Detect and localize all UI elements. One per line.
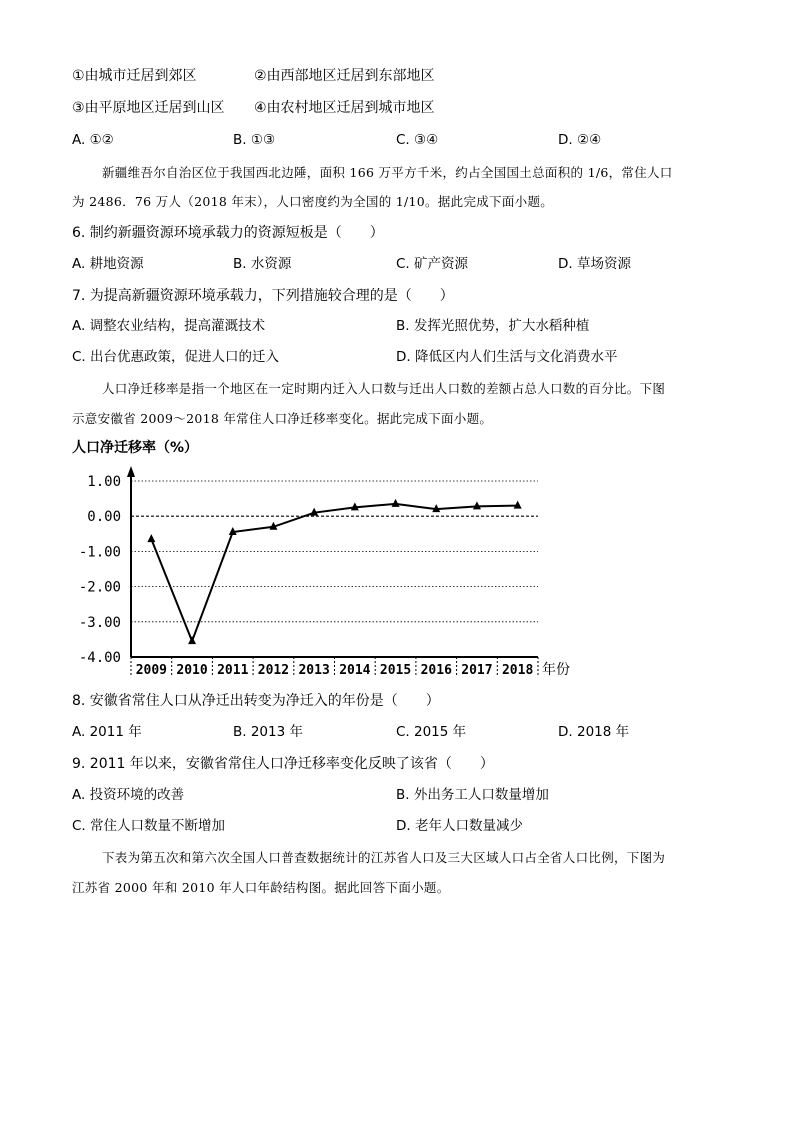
y-tick-label: -3.00: [78, 614, 121, 631]
q9-choice-d: D. 老年人口数量减少: [396, 818, 523, 834]
y-axis-arrow: [127, 466, 135, 477]
option-4: ④由农村地区迁居到城市地区: [254, 100, 435, 116]
data-point-marker: [147, 534, 155, 542]
series-line: [151, 504, 517, 641]
x-tick-label: 2011: [217, 663, 249, 678]
x-tick-label: 2012: [257, 663, 290, 678]
chart-title: 人口净迁移率（%）: [72, 440, 199, 456]
y-tick-label: -1.00: [78, 544, 121, 561]
data-point-marker: [188, 636, 196, 644]
migration-rate-chart: [60, 455, 620, 685]
q9-stem: 9. 2011 年以来，安徽省常住人口净迁移率变化反映了该省（ ）: [72, 756, 494, 772]
xinjiang-passage-line2: 为 2486．76 万人（2018 年末），人口密度约为全国的 1/10。据此完成下面小题。: [72, 194, 554, 209]
y-tick-label: 0.00: [87, 509, 121, 526]
q7-choice-b: B. 发挥光照优势，扩大水稻种植: [396, 318, 590, 334]
y-tick-label: -2.00: [78, 579, 121, 596]
y-tick-label: 1.00: [87, 474, 121, 490]
q5-choice-a: A. ①②: [72, 132, 114, 148]
xinjiang-passage-line1: 新疆维吾尔自治区位于我国西北边陲，面积 166 万平方千米，约占全国国土总面积的 1/6，常住人口: [102, 165, 673, 180]
data-point-marker: [514, 501, 522, 509]
q7-stem: 7. 为提高新疆资源环境承载力，下列措施较合理的是（ ）: [72, 288, 454, 304]
x-tick-label: 2009: [135, 663, 168, 678]
x-tick-label: 2013: [298, 663, 330, 678]
option-2: ②由西部地区迁居到东部地区: [254, 68, 435, 84]
q5-choice-c: C. ③④: [396, 132, 439, 148]
x-axis-label: 年份: [542, 662, 570, 678]
x-tick-label: 2018: [501, 663, 534, 678]
q6-stem: 6. 制约新疆资源环境承载力的资源短板是（ ）: [72, 225, 384, 241]
q7-choice-c: C. 出台优惠政策，促进人口的迁入: [72, 349, 280, 365]
q9-choice-b: B. 外出务工人口数量增加: [396, 787, 549, 803]
anhui-passage-line2: 示意安徽省 2009～2018 年常住人口净迁移率变化。据此完成下面小题。: [72, 411, 493, 426]
q5-choice-b: B. ①③: [233, 132, 276, 148]
q9-choice-c: C. 常住人口数量不断增加: [72, 818, 226, 834]
option-1: ①由城市迁居到郊区: [72, 68, 197, 84]
jiangsu-passage-line1: 下表为第五次和第六次全国人口普查数据统计的江苏省人口及三大区域人口占全省人口比例，下图为: [102, 850, 666, 865]
x-tick-label: 2015: [379, 663, 412, 678]
x-tick-label: 2014: [339, 663, 371, 678]
q5-choice-d: D. ②④: [558, 132, 602, 148]
data-point-marker: [392, 499, 400, 507]
x-tick-label: 2017: [461, 663, 493, 678]
option-3: ③由平原地区迁居到山区: [72, 100, 225, 116]
q7-choice-d: D. 降低区内人们生活与文化消费水平: [396, 349, 618, 365]
q6-choice-a: A. 耕地资源: [72, 256, 144, 272]
q8-choice-d: D. 2018 年: [558, 724, 630, 740]
q9-choice-a: A. 投资环境的改善: [72, 787, 185, 803]
jiangsu-passage-line2: 江苏省 2000 年和 2010 年人口年龄结构图。据此回答下面小题。: [72, 880, 450, 895]
q8-stem: 8. 安徽省常住人口从净迁出转变为净迁入的年份是（ ）: [72, 693, 440, 709]
q7-choice-a: A. 调整农业结构，提高灌溉技术: [72, 318, 266, 334]
q8-choice-a: A. 2011 年: [72, 724, 142, 740]
q6-choice-d: D. 草场资源: [558, 256, 631, 272]
q6-choice-c: C. 矿产资源: [396, 256, 469, 272]
x-tick-label: 2016: [420, 663, 452, 678]
y-tick-label: -4.00: [78, 650, 121, 666]
q8-choice-b: B. 2013 年: [233, 724, 303, 740]
x-tick-label: 2010: [176, 663, 208, 678]
q8-choice-c: C. 2015 年: [396, 724, 467, 740]
q6-choice-b: B. 水资源: [233, 256, 292, 272]
anhui-passage-line1: 人口净迁移率是指一个地区在一定时期内迁入人口数与迁出人口数的差额占总人口数的百分比。下图: [102, 381, 666, 396]
